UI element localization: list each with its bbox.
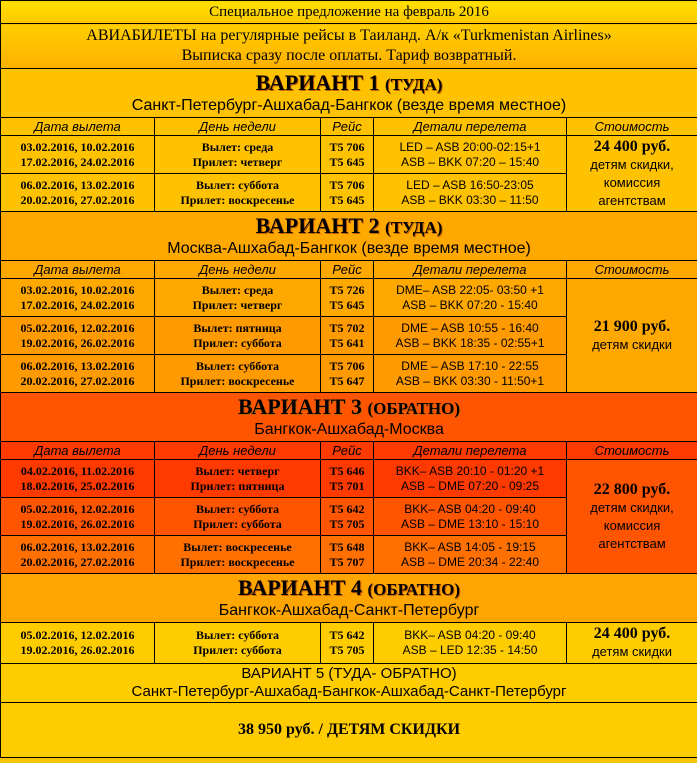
col-flight: Рейс — [321, 118, 374, 136]
offer-heading: Специальное предложение на февраль 2016 — [1, 1, 697, 24]
col-flight: Рейс — [321, 261, 374, 279]
flight-details: BKK– ASB 14:05 - 19:15 ASB – DME 20:34 - 22:40 — [374, 536, 567, 574]
weekdays: Вылет: суббота Прилет: суббота — [155, 498, 321, 536]
variant2-title: ВАРИАНТ 2 (ТУДА) — [255, 213, 443, 238]
table-row — [1, 136, 697, 174]
weekdays: Вылет: среда Прилет: четверг — [155, 279, 321, 317]
flight-details: BKK– ASB 04:20 - 09:40 ASB – DME 13:10 - 15:10 — [374, 498, 567, 536]
table-row — [1, 623, 697, 664]
flight-numbers: T5 706 T5 647 — [321, 355, 374, 393]
variant5-route: Санкт-Петербург-Ашхабад-Бангкок-Ашхабад-Санкт-Петербург — [131, 683, 567, 700]
flight-numbers: T5 706 T5 645 — [321, 136, 374, 174]
departure-dates: 04.02.2016, 11.02.2016 18.02.2016, 25.02.2016 — [1, 460, 155, 498]
weekdays: Вылет: четверг Прилет: пятница — [155, 460, 321, 498]
col-date: Дата вылета — [1, 118, 155, 136]
offer-description — [1, 24, 697, 69]
departure-dates: 05.02.2016, 12.02.2016 19.02.2016, 26.02.2016 — [1, 498, 155, 536]
flight-details: LED – ASB 20:00-02:15+1 ASB – BKK 07:20 – 15:40 — [374, 136, 567, 174]
flight-numbers: T5 646 T5 701 — [321, 460, 374, 498]
departure-dates: 06.02.2016, 13.02.2016 20.02.2016, 27.02.2016 — [1, 355, 155, 393]
variant1-header — [1, 69, 697, 118]
col-weekday: День недели — [155, 261, 321, 279]
variant5-header — [1, 664, 697, 703]
flight-details: DME – ASB 17:10 - 22:55 ASB – BKK 03:30 - 11:50+1 — [374, 355, 567, 393]
weekdays: Вылет: суббота Прилет: суббота — [155, 623, 321, 664]
col-weekday: День недели — [155, 118, 321, 136]
variant4-price: 24 400 руб. детям скидки — [567, 623, 697, 664]
flight-details: LED – ASB 16:50-23:05 ASB – BKK 03:30 – 11:50 — [374, 174, 567, 212]
ticketing-line: Выписка сразу после оплаты. Тариф возвратный. — [181, 47, 517, 64]
col-price: Стоимость — [567, 118, 697, 136]
flight-numbers: T5 706 T5 645 — [321, 174, 374, 212]
flight-details: DME– ASB 22:05- 03:50 +1 ASB – BKK 07:20 - 15:40 — [374, 279, 567, 317]
flight-numbers: T5 642 T5 705 — [321, 623, 374, 664]
flight-numbers: T5 702 T5 641 — [321, 317, 374, 355]
variant4-route: Бангкок-Ашхабад-Санкт-Петербург — [218, 602, 480, 619]
variant3-price: 22 800 руб. детям скидки, комиссия агентствам — [567, 460, 697, 574]
departure-dates: 05.02.2016, 12.02.2016 19.02.2016, 26.02.2016 — [1, 623, 155, 664]
variant1-route: Санкт-Петербург-Ашхабад-Бангкок (везде время местное) — [131, 97, 567, 114]
col-weekday: День недели — [155, 442, 321, 460]
col-details: Детали перелета — [374, 118, 567, 136]
weekdays: Вылет: воскресенье Прилет: воскресенье — [155, 536, 321, 574]
column-headers — [1, 118, 697, 136]
table-row — [1, 279, 697, 317]
col-flight: Рейс — [321, 442, 374, 460]
variant5-price: 38 950 руб. / ДЕТЯМ СКИДКИ — [1, 703, 697, 758]
variant4-header — [1, 574, 697, 623]
weekdays: Вылет: суббота Прилет: воскресенье — [155, 355, 321, 393]
variant1-title: ВАРИАНТ 1 (ТУДА) — [255, 70, 443, 95]
col-price: Стоимость — [567, 261, 697, 279]
departure-dates: 03.02.2016, 10.02.2016 17.02.2016, 24.02.2016 — [1, 279, 155, 317]
col-date: Дата вылета — [1, 442, 155, 460]
flight-details: BKK– ASB 20:10 - 01:20 +1 ASB – DME 07:20 - 09:25 — [374, 460, 567, 498]
column-headers — [1, 261, 697, 279]
variant2-price: 21 900 руб. детям скидки — [567, 279, 697, 393]
flight-details: BKK– ASB 04:20 - 09:40 ASB – LED 12:35 - 14:50 — [374, 623, 567, 664]
variant3-header — [1, 393, 697, 442]
col-date: Дата вылета — [1, 261, 155, 279]
variant4-title: ВАРИАНТ 4 (ОБРАТНО) — [238, 575, 461, 600]
weekdays: Вылет: пятница Прилет: суббота — [155, 317, 321, 355]
departure-dates: 06.02.2016, 13.02.2016 20.02.2016, 27.02.2016 — [1, 174, 155, 212]
weekdays: Вылет: среда Прилет: четверг — [155, 136, 321, 174]
variant3-title: ВАРИАНТ 3 (ОБРАТНО) — [238, 394, 461, 419]
departure-dates: 06.02.2016, 13.02.2016 20.02.2016, 27.02.2016 — [1, 536, 155, 574]
variant3-route: Бангкок-Ашхабад-Москва — [254, 421, 444, 438]
variant5-title: ВАРИАНТ 5 (ТУДА- ОБРАТНО) — [241, 665, 457, 682]
variant1-price: 24 400 руб. детям скидки, комиссия агентствам — [567, 136, 697, 212]
col-price: Стоимость — [567, 442, 697, 460]
variant2-route: Москва-Ашхабад-Бангкок (везде время местное) — [167, 240, 531, 257]
flight-numbers: T5 726 T5 645 — [321, 279, 374, 317]
flight-numbers: T5 642 T5 705 — [321, 498, 374, 536]
variant2-header — [1, 212, 697, 261]
weekdays: Вылет: суббота Прилет: воскресенье — [155, 174, 321, 212]
flight-details: DME – ASB 10:55 - 16:40 ASB – BKK 18:35 - 02:55+1 — [374, 317, 567, 355]
airline-line: АВИАБИЛЕТЫ на регулярные рейсы в Таиланд. А/к «Turkmenistan Airlines» — [86, 27, 612, 44]
flight-numbers: T5 648 T5 707 — [321, 536, 374, 574]
column-headers — [1, 442, 697, 460]
col-details: Детали перелета — [374, 261, 567, 279]
departure-dates: 03.02.2016, 10.02.2016 17.02.2016, 24.02.2016 — [1, 136, 155, 174]
col-details: Детали перелета — [374, 442, 567, 460]
departure-dates: 05.02.2016, 12.02.2016 19.02.2016, 26.02.2016 — [1, 317, 155, 355]
table-row — [1, 460, 697, 498]
